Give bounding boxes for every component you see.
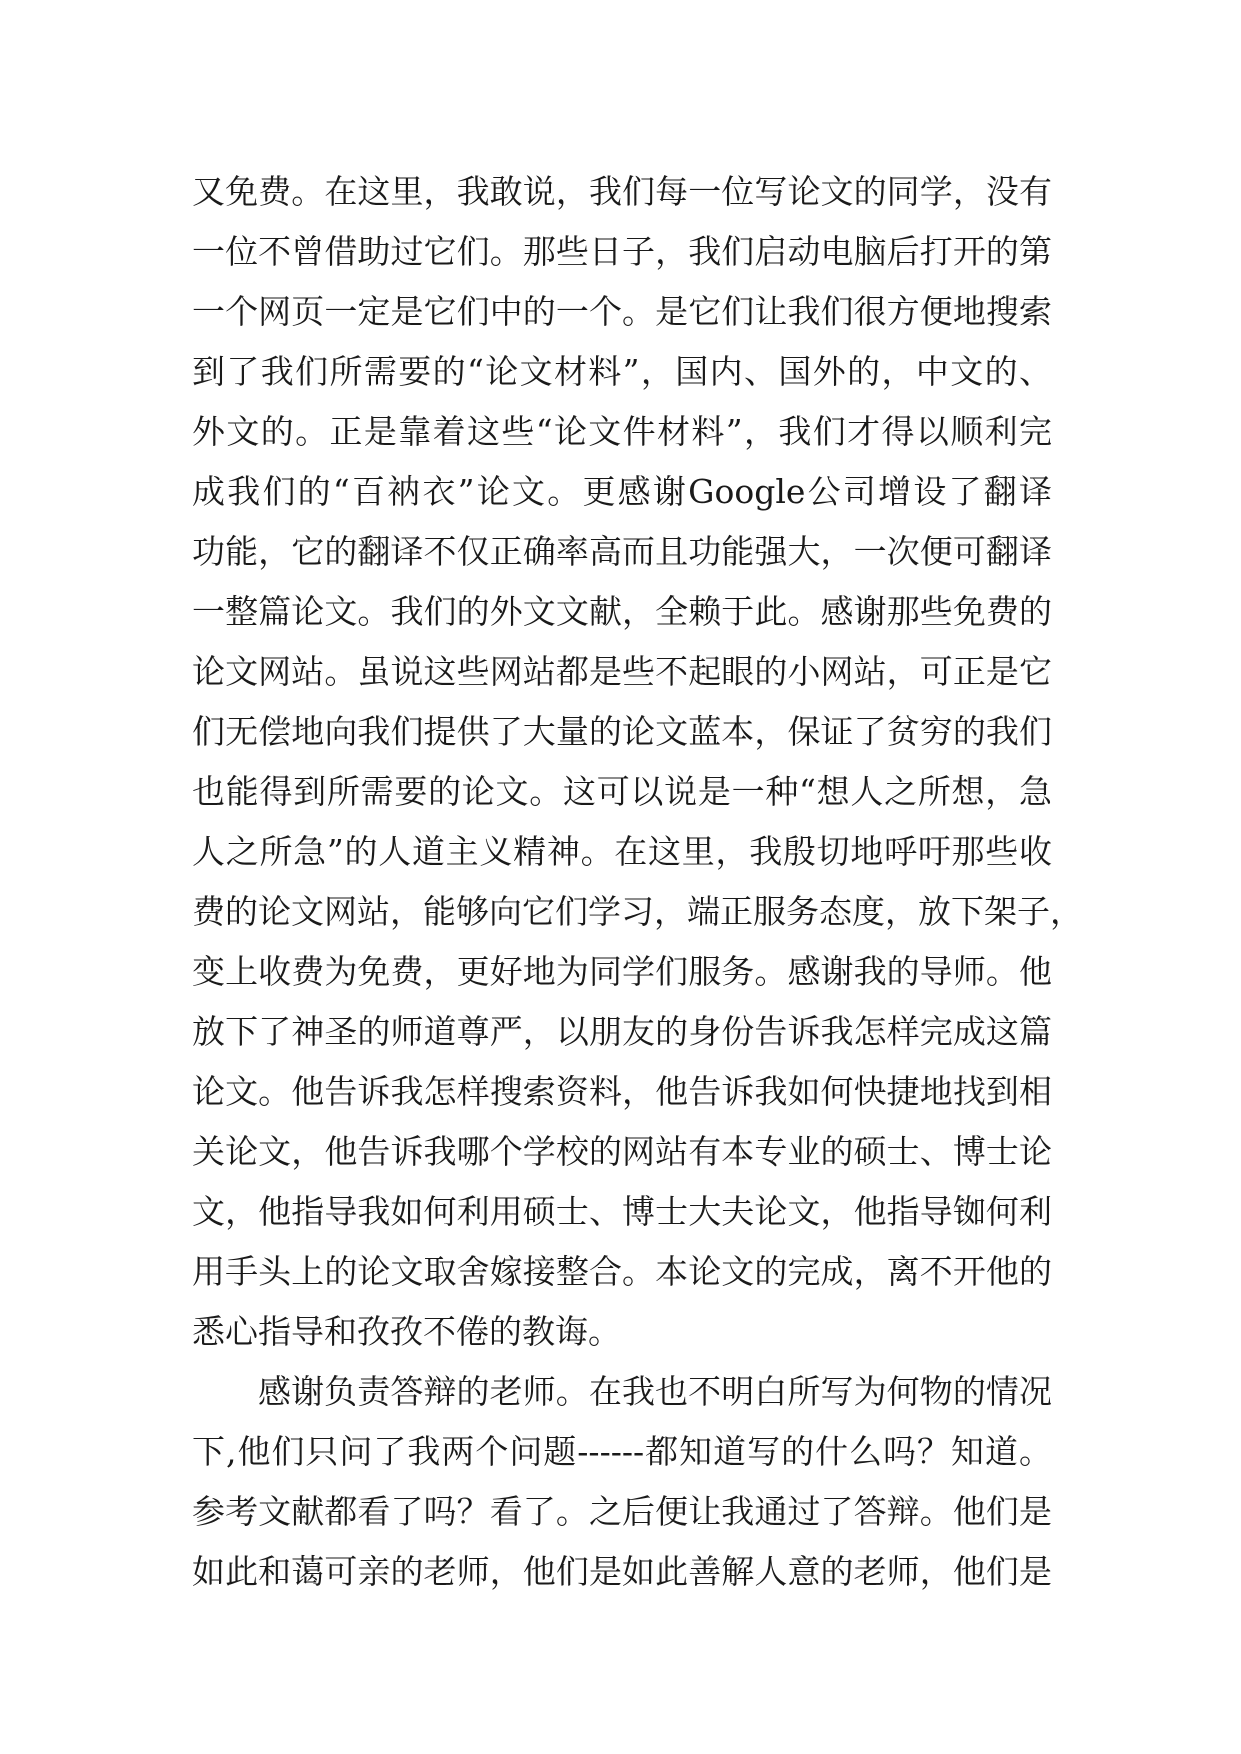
- text-line: 外文的。正是靠着这些“论文件材料”，我们才得以顺利完: [192, 412, 1052, 451]
- body-text: [192, 162, 1083, 1602]
- text-line: 一个网页一定是它们中的一个。是它们让我们很方便地搜索: [192, 292, 1052, 331]
- text-line: 论文网站。虽说这些网站都是些不起眼的小网站，可正是它: [192, 652, 1052, 691]
- text-line: 成我们的“百衲衣”论文。更感谢Google公司增设了翻译: [192, 472, 1052, 511]
- text-line: 又免费。在这里，我敢说，我们每一位写论文的同学，没有: [192, 172, 1052, 211]
- text-line: 下,他们只问了我两个问题------都知道写的什么吗？知道。: [192, 1432, 1052, 1471]
- text-line: 费的论文网站，能够向它们学习，端正服务态度，放下架子，: [192, 892, 1083, 931]
- text-line: 放下了神圣的师道尊严，以朋友的身份告诉我怎样完成这篇: [192, 1012, 1052, 1051]
- text-line: 一整篇论文。我们的外文文献，全赖于此。感谢那些免费的: [192, 592, 1052, 631]
- text-line: 们无偿地向我们提供了大量的论文蓝本，保证了贫穷的我们: [192, 712, 1052, 751]
- text-line: 到了我们所需要的“论文材料”，国内、国外的，中文的、: [192, 352, 1052, 391]
- text-line: 变上收费为免费，更好地为同学们服务。感谢我的导师。他: [192, 952, 1052, 991]
- text-line: 文，他指导我如何利用硕士、博士大夫论文，他指导铷何利: [192, 1192, 1052, 1231]
- text-line: 用手头上的论文取舍嫁接整合。本论文的完成，离不开他的: [192, 1252, 1052, 1291]
- paragraph-end-line: 悉心指导和孜孜不倦的教诲。: [192, 1312, 621, 1351]
- text-line: 如此和蔼可亲的老师，他们是如此善解人意的老师，他们是: [192, 1552, 1052, 1591]
- text-line: 也能得到所需要的论文。这可以说是一种“想人之所想，急: [192, 772, 1052, 811]
- text-line: 关论文，他告诉我哪个学校的网站有本专业的硕士、博士论: [192, 1132, 1052, 1171]
- text-line: 功能，它的翻译不仅正确率高而且功能强大，一次便可翻译: [192, 532, 1052, 571]
- text-line: 论文。他告诉我怎样搜索资料，他告诉我如何快捷地找到相: [192, 1072, 1052, 1111]
- text-line: 参考文献都看了吗？看了。之后便让我通过了答辩。他们是: [192, 1492, 1052, 1531]
- text-line: 一位不曾借助过它们。那些日子，我们启动电脑后打开的第: [192, 232, 1052, 271]
- paragraph-start-line: 感谢负责答辩的老师。在我也不明白所写为何物的情况: [258, 1372, 1052, 1411]
- text-line: 人之所急”的人道主义精神。在这里，我殷切地呼吁那些收: [192, 832, 1052, 871]
